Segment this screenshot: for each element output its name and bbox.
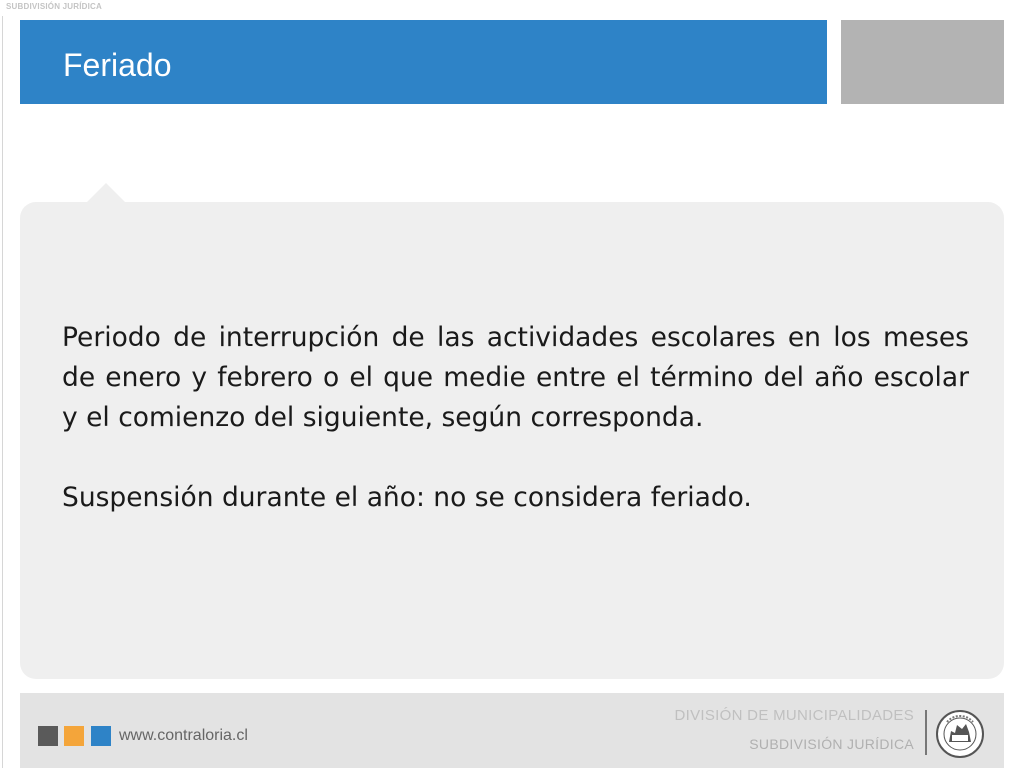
- body-text: [62, 318, 969, 518]
- blue-square-icon: [91, 726, 111, 746]
- orange-square-icon: [64, 726, 84, 746]
- paragraph-definition: Periodo de interrupción de las actividades escolares en los meses de enero y febrero o el que medie entre el término del año escolar y el comienzo del siguiente, según corresponda.: [62, 322, 969, 433]
- slide-title: Feriado: [63, 47, 172, 83]
- top-corner-label: SUBDIVISIÓN JURÍDICA: [6, 2, 103, 11]
- footer-divider: [925, 710, 927, 755]
- paragraph-suspension: Suspensión durante el año: no se considera feriado.: [62, 482, 752, 513]
- left-border-line: [2, 16, 3, 768]
- website-link[interactable]: www.contraloria.cl: [119, 727, 248, 744]
- gray-square-icon: [38, 726, 58, 746]
- header-accent-box: [841, 20, 1004, 104]
- panel-pointer: [86, 183, 126, 203]
- contraloria-seal-icon: [935, 709, 985, 759]
- footer-division-label: DIVISIÓN DE MUNICIPALIDADES: [674, 707, 914, 724]
- title-bar: [20, 20, 827, 104]
- footer-subdivision-label: SUBDIVISIÓN JURÍDICA: [749, 736, 914, 752]
